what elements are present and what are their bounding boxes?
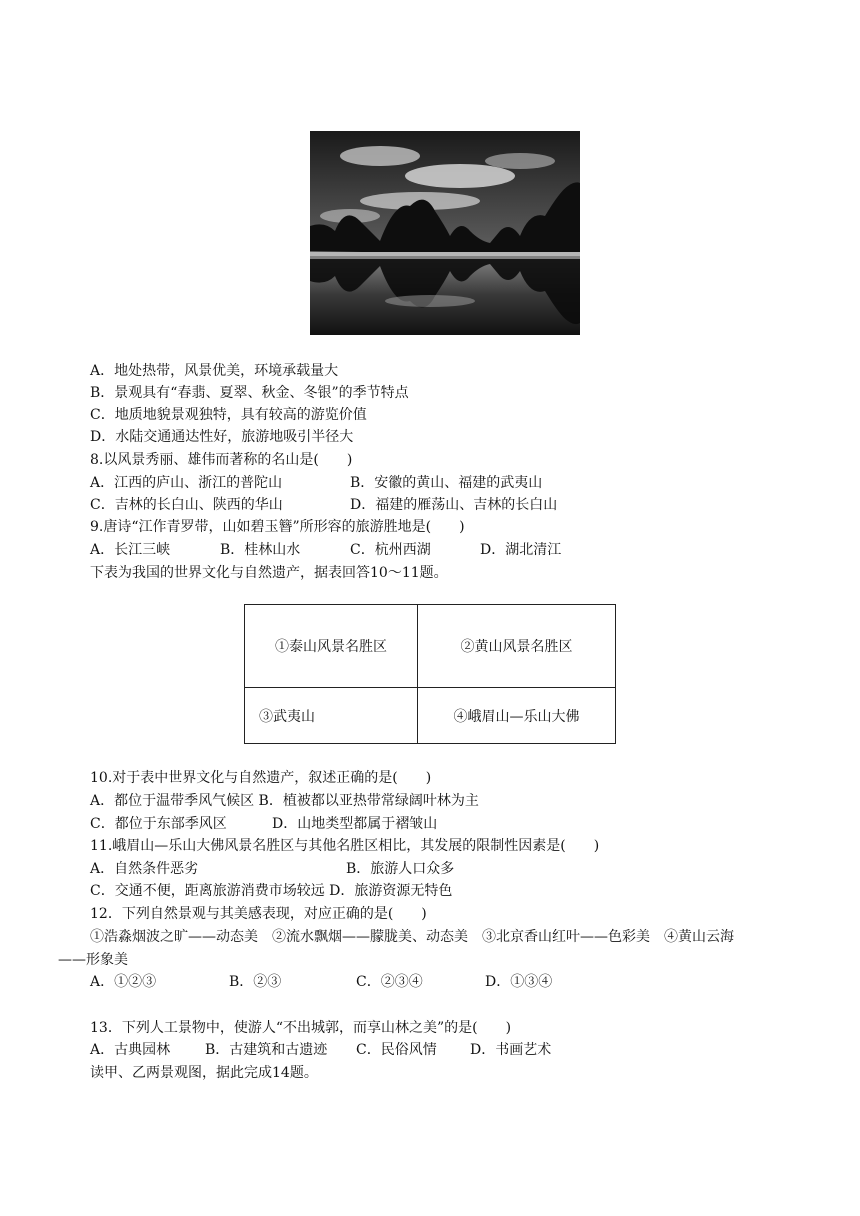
q12-body-2: ——形象美 <box>58 952 128 968</box>
q9-option-a: A．长江三峡 <box>90 542 171 558</box>
q10-option-c: C．都位于东部季风区 <box>90 816 227 832</box>
q9-stem: 9.唐诗“江作青罗带，山如碧玉簪”所形容的旅游胜地是( ) <box>90 519 465 535</box>
table-cell: ④峨眉山—乐山大佛 <box>418 688 616 744</box>
q9-option-d: D．湖北清江 <box>480 542 562 558</box>
q12-stem: 12．下列自然景观与其美感表现，对应正确的是( ) <box>90 906 427 922</box>
q9-option-b: B．桂林山水 <box>220 542 301 558</box>
q8-option-b: B．安徽的黄山、福建的武夷山 <box>350 475 543 491</box>
q8-option-d: D．福建的雁荡山、吉林的长白山 <box>350 497 558 513</box>
q7-option-a: A．地处热带，风景优美，环境承载量大 <box>90 363 339 379</box>
table-cell: ①泰山风景名胜区 <box>245 605 418 688</box>
table-cell: ③武夷山 <box>245 688 418 744</box>
q13-option-c: C．民俗风情 <box>356 1042 437 1058</box>
q10-option-ab: A．都位于温带季风气候区 B．植被都以亚热带常绿阔叶林为主 <box>90 793 479 809</box>
q13-option-a: A．古典园林 <box>90 1042 171 1058</box>
q12-option-a: A．①②③ <box>90 974 157 990</box>
q10-stem: 10.对于表中世界文化与自然遗产，叙述正确的是( ) <box>90 770 432 786</box>
heritage-table <box>244 604 616 744</box>
q13-option-b: B．古建筑和古遗迹 <box>205 1042 328 1058</box>
q7-option-d: D．水陆交通通达性好，旅游地吸引半径大 <box>90 429 354 445</box>
q11-option-b: B．旅游人口众多 <box>346 861 455 877</box>
q12-body-1: ①浩淼烟波之旷——动态美 ②流水飘烟——朦胧美、动态美 ③北京香山红叶——色彩美 ④黄山云海 <box>90 929 734 945</box>
q11-option-a: A．自然条件恶劣 <box>90 861 199 877</box>
q8-option-c: C．吉林的长白山、陕西的华山 <box>90 497 283 513</box>
q12-option-d: D．①③④ <box>485 974 553 990</box>
table-cell: ②黄山风景名胜区 <box>418 605 616 688</box>
q8-stem: 8.以风景秀丽、雄伟而著称的名山是( ) <box>90 452 353 468</box>
q10-option-d: D．山地类型都属于褶皱山 <box>272 816 438 832</box>
q7-option-c: C．地质地貌景观独特，具有较高的游览价值 <box>90 407 367 423</box>
q9-option-c: C．杭州西湖 <box>350 542 431 558</box>
q7-option-b: B．景观具有“春翡、夏翠、秋金、冬银”的季节特点 <box>90 385 409 401</box>
q12-option-b: B．②③ <box>229 974 282 990</box>
q11-option-cd: C．交通不便，距离旅游消费市场较远 D．旅游资源无特色 <box>90 883 453 899</box>
q11-stem: 11.峨眉山—乐山大佛风景名胜区与其他名胜区相比，其发展的限制性因素是( ) <box>90 838 600 854</box>
q13-stem: 13．下列人工景物中，使游人“不出城郭，而享山林之美”的是( ) <box>90 1020 512 1036</box>
q8-option-a: A．江西的庐山、浙江的普陀山 <box>90 475 283 491</box>
karst-landscape-photo <box>310 131 580 335</box>
q12-option-c: C．②③④ <box>356 974 423 990</box>
q14-intro: 读甲、乙两景观图，据此完成14题。 <box>90 1065 318 1081</box>
table-intro: 下表为我国的世界文化与自然遗产，据表回答10～11题。 <box>90 565 448 581</box>
q13-option-d: D．书画艺术 <box>470 1042 552 1058</box>
